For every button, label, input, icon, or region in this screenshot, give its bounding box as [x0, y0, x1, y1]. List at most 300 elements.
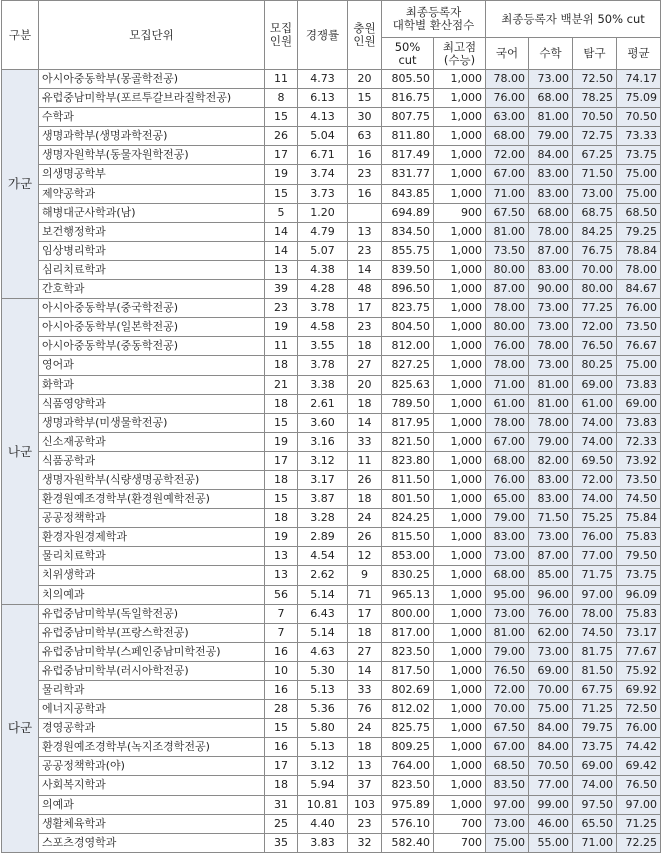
competition-rate: 4.54: [298, 547, 348, 566]
unit-name: 식품영양학과: [39, 394, 265, 413]
quota: 16: [265, 681, 298, 700]
average-pct: 79.25: [617, 222, 661, 241]
group-label: 다군: [2, 604, 39, 852]
average-pct: 74.42: [617, 738, 661, 757]
inquiry-pct: 72.00: [573, 318, 617, 337]
header-percentile-group: 최종등록자 백분위 50% cut: [486, 1, 661, 38]
score-50-cut: 817.49: [382, 146, 434, 165]
competition-rate: 4.28: [298, 280, 348, 299]
score-max: 1,000: [434, 413, 486, 432]
unit-name: 공공정책학과(야): [39, 757, 265, 776]
score-50-cut: 853.00: [382, 547, 434, 566]
math-pct: 83.00: [529, 184, 573, 203]
unit-name: 생활체육학과: [39, 814, 265, 833]
average-pct: 73.92: [617, 451, 661, 470]
average-pct: 75.00: [617, 184, 661, 203]
quota: 13: [265, 260, 298, 279]
extra-count: 37: [348, 776, 382, 795]
average-pct: 76.00: [617, 719, 661, 738]
unit-name: 유럽중남미학부(포르투갈브라질학전공): [39, 89, 265, 108]
quota: 19: [265, 318, 298, 337]
score-max: 1,000: [434, 566, 486, 585]
unit-name: 제약공학과: [39, 184, 265, 203]
math-pct: 69.00: [529, 661, 573, 680]
average-pct: 75.83: [617, 528, 661, 547]
unit-name: 영어과: [39, 356, 265, 375]
extra-count: 18: [348, 623, 382, 642]
math-pct: 87.00: [529, 241, 573, 260]
quota: 35: [265, 833, 298, 852]
extra-count: 24: [348, 719, 382, 738]
header-average: 평균: [617, 38, 661, 70]
extra-count: 30: [348, 108, 382, 127]
table-row: [2, 299, 661, 318]
score-50-cut: 821.50: [382, 432, 434, 451]
score-50-cut: 825.75: [382, 719, 434, 738]
score-50-cut: 801.50: [382, 490, 434, 509]
unit-name: 유럽중남미학부(독일학전공): [39, 604, 265, 623]
average-pct: 69.42: [617, 757, 661, 776]
score-50-cut: 843.85: [382, 184, 434, 203]
score-max: 700: [434, 833, 486, 852]
inquiry-pct: 74.00: [573, 413, 617, 432]
inquiry-pct: 71.25: [573, 700, 617, 719]
competition-rate: 5.04: [298, 127, 348, 146]
score-50-cut: 830.25: [382, 566, 434, 585]
quota: 15: [265, 108, 298, 127]
unit-name: 환경원예조경학부(환경원예학전공): [39, 490, 265, 509]
inquiry-pct: 76.50: [573, 337, 617, 356]
average-pct: 73.83: [617, 375, 661, 394]
score-max: 1,000: [434, 509, 486, 528]
competition-rate: 4.79: [298, 222, 348, 241]
inquiry-pct: 80.00: [573, 280, 617, 299]
score-50-cut: 817.50: [382, 661, 434, 680]
korean-pct: 67.00: [486, 432, 529, 451]
competition-rate: 4.73: [298, 70, 348, 89]
average-pct: 73.75: [617, 566, 661, 585]
unit-name: 아시아중동학부(몽골학전공): [39, 70, 265, 89]
competition-rate: 5.36: [298, 700, 348, 719]
score-max: 900: [434, 203, 486, 222]
extra-count: 27: [348, 642, 382, 661]
math-pct: 78.00: [529, 222, 573, 241]
quota: 15: [265, 413, 298, 432]
math-pct: 73.00: [529, 299, 573, 318]
score-50-cut: 817.00: [382, 623, 434, 642]
header-extra: 충원 인원: [348, 1, 382, 70]
score-50-cut: 809.25: [382, 738, 434, 757]
average-pct: 72.50: [617, 700, 661, 719]
unit-name: 식품공학과: [39, 451, 265, 470]
score-50-cut: 823.50: [382, 642, 434, 661]
korean-pct: 68.00: [486, 451, 529, 470]
inquiry-pct: 69.00: [573, 375, 617, 394]
header-competition: 경쟁률: [298, 1, 348, 70]
score-max: 1,000: [434, 719, 486, 738]
korean-pct: 73.00: [486, 814, 529, 833]
korean-pct: 80.00: [486, 260, 529, 279]
inquiry-pct: 80.25: [573, 356, 617, 375]
unit-name: 심리치료학과: [39, 260, 265, 279]
korean-pct: 71.00: [486, 375, 529, 394]
average-pct: 73.17: [617, 623, 661, 642]
header-korean: 국어: [486, 38, 529, 70]
average-pct: 76.00: [617, 299, 661, 318]
inquiry-pct: 72.75: [573, 127, 617, 146]
math-pct: 78.00: [529, 413, 573, 432]
inquiry-pct: 73.75: [573, 738, 617, 757]
unit-name: 의생명공학부: [39, 165, 265, 184]
competition-rate: 3.73: [298, 184, 348, 203]
extra-count: 71: [348, 585, 382, 604]
inquiry-pct: 79.75: [573, 719, 617, 738]
extra-count: 11: [348, 451, 382, 470]
quota: 11: [265, 70, 298, 89]
header-math: 수학: [529, 38, 573, 70]
table-row: [2, 547, 661, 566]
score-50-cut: 800.00: [382, 604, 434, 623]
table-row: [2, 432, 661, 451]
average-pct: 76.50: [617, 776, 661, 795]
table-row: [2, 814, 661, 833]
korean-pct: 67.50: [486, 719, 529, 738]
score-max: 1,000: [434, 700, 486, 719]
competition-rate: 3.60: [298, 413, 348, 432]
math-pct: 83.00: [529, 260, 573, 279]
math-pct: 77.00: [529, 776, 573, 795]
extra-count: 17: [348, 604, 382, 623]
korean-pct: 72.00: [486, 146, 529, 165]
quota: 16: [265, 738, 298, 757]
quota: 28: [265, 700, 298, 719]
table-row: [2, 318, 661, 337]
score-max: 1,000: [434, 795, 486, 814]
table-row: [2, 681, 661, 700]
inquiry-pct: 81.75: [573, 642, 617, 661]
average-pct: 75.84: [617, 509, 661, 528]
table-row: [2, 719, 661, 738]
korean-pct: 87.00: [486, 280, 529, 299]
inquiry-pct: 69.50: [573, 451, 617, 470]
inquiry-pct: 67.75: [573, 681, 617, 700]
competition-rate: 10.81: [298, 795, 348, 814]
score-max: 1,000: [434, 184, 486, 203]
math-pct: 68.00: [529, 89, 573, 108]
competition-rate: 3.38: [298, 375, 348, 394]
competition-rate: 5.94: [298, 776, 348, 795]
korean-pct: 76.50: [486, 661, 529, 680]
quota: 17: [265, 757, 298, 776]
unit-name: 신소재공학과: [39, 432, 265, 451]
score-max: 700: [434, 814, 486, 833]
korean-pct: 72.00: [486, 681, 529, 700]
score-max: 1,000: [434, 165, 486, 184]
extra-count: 48: [348, 280, 382, 299]
unit-name: 간호학과: [39, 280, 265, 299]
score-max: 1,000: [434, 642, 486, 661]
score-max: 1,000: [434, 490, 486, 509]
average-pct: 73.50: [617, 318, 661, 337]
header-group: 구분: [2, 1, 39, 70]
inquiry-pct: 74.00: [573, 432, 617, 451]
average-pct: 71.25: [617, 814, 661, 833]
quota: 19: [265, 165, 298, 184]
unit-name: 생명자원학부(동물자원학전공): [39, 146, 265, 165]
average-pct: 74.50: [617, 490, 661, 509]
score-max: 1,000: [434, 585, 486, 604]
competition-rate: 1.20: [298, 203, 348, 222]
score-50-cut: 582.40: [382, 833, 434, 852]
score-max: 1,000: [434, 528, 486, 547]
average-pct: 75.00: [617, 356, 661, 375]
competition-rate: 3.74: [298, 165, 348, 184]
korean-pct: 73.00: [486, 604, 529, 623]
average-pct: 73.50: [617, 470, 661, 489]
extra-count: 16: [348, 146, 382, 165]
unit-name: 공공정책학과: [39, 509, 265, 528]
average-pct: 70.50: [617, 108, 661, 127]
score-max: 1,000: [434, 547, 486, 566]
math-pct: 85.00: [529, 566, 573, 585]
competition-rate: 4.58: [298, 318, 348, 337]
score-max: 1,000: [434, 127, 486, 146]
quota: 11: [265, 337, 298, 356]
score-50-cut: 816.75: [382, 89, 434, 108]
inquiry-pct: 77.25: [573, 299, 617, 318]
math-pct: 70.00: [529, 681, 573, 700]
average-pct: 72.33: [617, 432, 661, 451]
unit-name: 환경원예조경학부(녹지조경학전공): [39, 738, 265, 757]
math-pct: 83.00: [529, 470, 573, 489]
table-row: [2, 509, 661, 528]
unit-name: 유럽중남미학부(프랑스학전공): [39, 623, 265, 642]
header-score-50: 50% cut: [382, 38, 434, 70]
average-pct: 79.50: [617, 547, 661, 566]
table-row: [2, 127, 661, 146]
score-max: 1,000: [434, 661, 486, 680]
inquiry-pct: 75.25: [573, 509, 617, 528]
table-row: [2, 623, 661, 642]
math-pct: 99.00: [529, 795, 573, 814]
extra-count: 18: [348, 490, 382, 509]
score-50-cut: 789.50: [382, 394, 434, 413]
table-row: [2, 222, 661, 241]
score-50-cut: 827.25: [382, 356, 434, 375]
unit-name: 치위생학과: [39, 566, 265, 585]
inquiry-pct: 84.25: [573, 222, 617, 241]
competition-rate: 5.14: [298, 585, 348, 604]
math-pct: 79.00: [529, 432, 573, 451]
quota: 15: [265, 490, 298, 509]
unit-name: 임상병리학과: [39, 241, 265, 260]
score-50-cut: 831.77: [382, 165, 434, 184]
competition-rate: 4.40: [298, 814, 348, 833]
table-row: [2, 375, 661, 394]
inquiry-pct: 71.00: [573, 833, 617, 852]
math-pct: 68.00: [529, 203, 573, 222]
score-50-cut: 839.50: [382, 260, 434, 279]
quota: 15: [265, 719, 298, 738]
competition-rate: 2.61: [298, 394, 348, 413]
average-pct: 97.00: [617, 795, 661, 814]
table-row: [2, 661, 661, 680]
inquiry-pct: 61.00: [573, 394, 617, 413]
inquiry-pct: 68.75: [573, 203, 617, 222]
competition-rate: 2.89: [298, 528, 348, 547]
math-pct: 84.00: [529, 719, 573, 738]
inquiry-pct: 71.75: [573, 566, 617, 585]
average-pct: 75.83: [617, 604, 661, 623]
score-max: 1,000: [434, 299, 486, 318]
korean-pct: 65.00: [486, 490, 529, 509]
inquiry-pct: 81.50: [573, 661, 617, 680]
score-max: 1,000: [434, 375, 486, 394]
extra-count: 14: [348, 260, 382, 279]
math-pct: 84.00: [529, 738, 573, 757]
average-pct: 75.00: [617, 165, 661, 184]
quota: 31: [265, 795, 298, 814]
unit-name: 의예과: [39, 795, 265, 814]
average-pct: 84.67: [617, 280, 661, 299]
score-50-cut: 576.10: [382, 814, 434, 833]
unit-name: 해병대군사학과(남): [39, 203, 265, 222]
extra-count: 23: [348, 165, 382, 184]
extra-count: 23: [348, 318, 382, 337]
unit-name: 스포츠경영학과: [39, 833, 265, 852]
extra-count: 33: [348, 681, 382, 700]
korean-pct: 81.00: [486, 222, 529, 241]
admission-results-table: [1, 0, 661, 853]
math-pct: 84.00: [529, 146, 573, 165]
quota: 39: [265, 280, 298, 299]
korean-pct: 79.00: [486, 642, 529, 661]
group-label: 가군: [2, 70, 39, 299]
inquiry-pct: 70.00: [573, 260, 617, 279]
korean-pct: 97.00: [486, 795, 529, 814]
quota: 7: [265, 623, 298, 642]
extra-count: 18: [348, 738, 382, 757]
quota: 18: [265, 776, 298, 795]
table-row: [2, 566, 661, 585]
table-row: [2, 356, 661, 375]
quota: 5: [265, 203, 298, 222]
table-row: [2, 70, 661, 89]
quota: 18: [265, 356, 298, 375]
korean-pct: 68.50: [486, 757, 529, 776]
competition-rate: 5.80: [298, 719, 348, 738]
header-score-max: 최고점 (수능): [434, 38, 486, 70]
competition-rate: 5.13: [298, 738, 348, 757]
unit-name: 에너지공학과: [39, 700, 265, 719]
score-max: 1,000: [434, 337, 486, 356]
korean-pct: 76.00: [486, 89, 529, 108]
math-pct: 83.00: [529, 165, 573, 184]
competition-rate: 4.38: [298, 260, 348, 279]
score-50-cut: 823.80: [382, 451, 434, 470]
quota: 15: [265, 184, 298, 203]
table-row: [2, 394, 661, 413]
inquiry-pct: 74.00: [573, 776, 617, 795]
table-row: [2, 470, 661, 489]
inquiry-pct: 70.50: [573, 108, 617, 127]
average-pct: 76.67: [617, 337, 661, 356]
korean-pct: 67.50: [486, 203, 529, 222]
unit-name: 유럽중남미학부(스페인중남미학전공): [39, 642, 265, 661]
inquiry-pct: 76.00: [573, 528, 617, 547]
korean-pct: 80.00: [486, 318, 529, 337]
competition-rate: 4.13: [298, 108, 348, 127]
korean-pct: 68.00: [486, 127, 529, 146]
math-pct: 83.00: [529, 490, 573, 509]
score-max: 1,000: [434, 604, 486, 623]
header-unit: 모집단위: [39, 1, 265, 70]
average-pct: 78.00: [617, 260, 661, 279]
math-pct: 75.00: [529, 700, 573, 719]
competition-rate: 6.71: [298, 146, 348, 165]
korean-pct: 95.00: [486, 585, 529, 604]
header-quota: 모집 인원: [265, 1, 298, 70]
korean-pct: 67.00: [486, 165, 529, 184]
extra-count: 26: [348, 528, 382, 547]
competition-rate: 3.16: [298, 432, 348, 451]
extra-count: 20: [348, 375, 382, 394]
inquiry-pct: 97.00: [573, 585, 617, 604]
korean-pct: 70.00: [486, 700, 529, 719]
score-50-cut: 804.50: [382, 318, 434, 337]
competition-rate: 3.87: [298, 490, 348, 509]
inquiry-pct: 78.25: [573, 89, 617, 108]
korean-pct: 76.00: [486, 337, 529, 356]
korean-pct: 63.00: [486, 108, 529, 127]
score-50-cut: 694.89: [382, 203, 434, 222]
extra-count: 63: [348, 127, 382, 146]
competition-rate: 3.83: [298, 833, 348, 852]
math-pct: 87.00: [529, 547, 573, 566]
table-row: [2, 337, 661, 356]
inquiry-pct: 76.75: [573, 241, 617, 260]
inquiry-pct: 77.00: [573, 547, 617, 566]
score-50-cut: 815.50: [382, 528, 434, 547]
quota: 18: [265, 394, 298, 413]
math-pct: 78.00: [529, 337, 573, 356]
score-50-cut: 825.63: [382, 375, 434, 394]
table-row: [2, 642, 661, 661]
score-50-cut: 811.50: [382, 470, 434, 489]
math-pct: 73.00: [529, 356, 573, 375]
score-max: 1,000: [434, 318, 486, 337]
extra-count: 14: [348, 413, 382, 432]
inquiry-pct: 78.00: [573, 604, 617, 623]
extra-count: 24: [348, 509, 382, 528]
competition-rate: 2.62: [298, 566, 348, 585]
extra-count: 16: [348, 184, 382, 203]
math-pct: 46.00: [529, 814, 573, 833]
average-pct: 73.33: [617, 127, 661, 146]
table-row: [2, 490, 661, 509]
korean-pct: 71.00: [486, 184, 529, 203]
competition-rate: 5.14: [298, 623, 348, 642]
inquiry-pct: 72.00: [573, 470, 617, 489]
score-max: 1,000: [434, 757, 486, 776]
table-row: [2, 700, 661, 719]
score-50-cut: 824.25: [382, 509, 434, 528]
unit-name: 경영공학과: [39, 719, 265, 738]
table-row: [2, 146, 661, 165]
average-pct: 75.92: [617, 661, 661, 680]
score-max: 1,000: [434, 222, 486, 241]
korean-pct: 73.50: [486, 241, 529, 260]
